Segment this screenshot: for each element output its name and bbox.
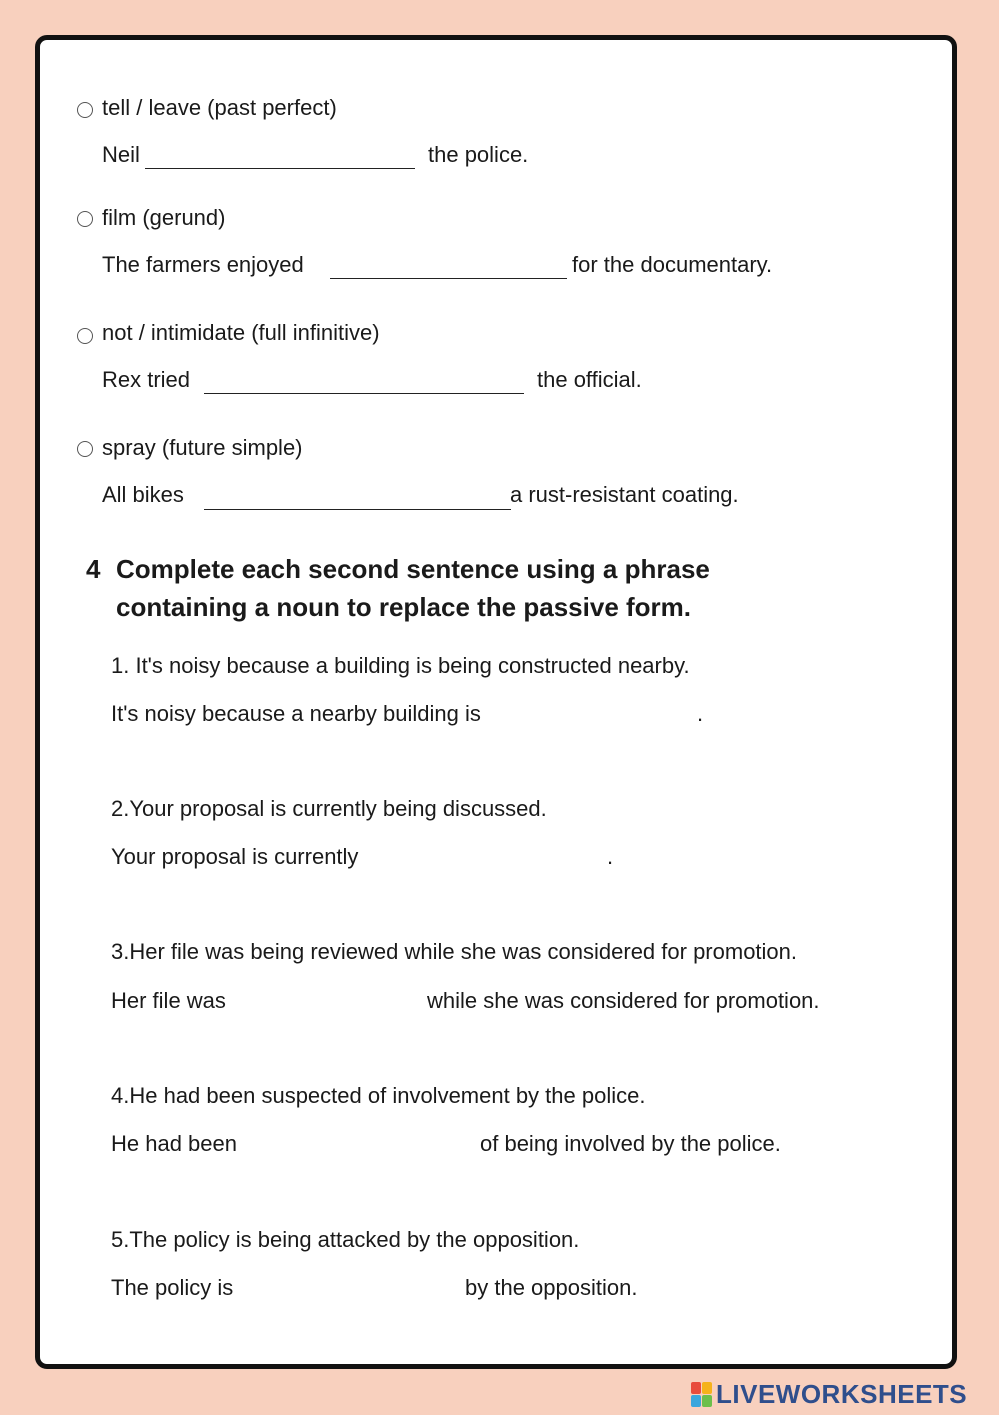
original-sentence-2: 2.Your proposal is currently being discussed.	[111, 796, 547, 821]
answer-blank-item-1[interactable]	[145, 168, 415, 169]
original-sentence-3: 3.Her file was being reviewed while she was considered for promotion.	[111, 939, 798, 964]
answer-field-5[interactable]	[248, 1273, 458, 1301]
sentence-end-item-2: for the documentary.	[572, 252, 773, 277]
hint-item-1: tell / leave (past perfect)	[102, 95, 337, 120]
logo-square-green	[702, 1395, 712, 1407]
section-number: 4	[86, 554, 101, 584]
original-sentence-5: 5.The policy is being attacked by the opposition.	[111, 1227, 580, 1252]
rewrite-start-5: The policy is	[111, 1275, 234, 1300]
sentence-start-item-2: The farmers enjoyed	[102, 252, 304, 277]
liveworksheets-logo[interactable]	[691, 1380, 967, 1408]
answer-field-4[interactable]	[256, 1129, 474, 1157]
hint-item-2: film (gerund)	[102, 205, 226, 230]
rewrite-end-4: of being involved by the police.	[480, 1131, 781, 1156]
rewrite-start-2: Your proposal is currently	[111, 844, 359, 869]
rewrite-start-3: Her file was	[111, 988, 226, 1013]
rewrite-end-1: .	[697, 701, 704, 726]
original-sentence-4: 4.He had been suspected of involvement by the police.	[111, 1083, 646, 1108]
sentence-end-item-1: the police.	[428, 142, 529, 167]
rewrite-end-2: .	[607, 844, 614, 869]
radio-item-2[interactable]	[77, 211, 93, 227]
rewrite-end-3: while she was considered for promotion.	[427, 988, 820, 1013]
answer-blank-item-4[interactable]	[204, 509, 511, 510]
radio-item-4[interactable]	[77, 441, 93, 457]
answer-blank-item-2[interactable]	[330, 278, 567, 279]
section-title-line1: Complete each second sentence using a phrase	[116, 554, 710, 584]
answer-field-1[interactable]	[522, 699, 692, 727]
logo-square-red	[691, 1382, 701, 1394]
hint-item-4: spray (future simple)	[102, 435, 303, 460]
rewrite-start-4: He had been	[111, 1131, 237, 1156]
sentence-start-item-4: All bikes	[102, 482, 184, 507]
sentence-end-item-4: a rust-resistant coating.	[510, 482, 739, 507]
answer-field-2[interactable]	[392, 842, 602, 870]
answer-field-3[interactable]	[243, 986, 421, 1014]
rewrite-start-1: It's noisy because a nearby building is	[111, 701, 481, 726]
logo-square-yellow	[702, 1382, 712, 1394]
answer-blank-item-3[interactable]	[204, 393, 524, 394]
rewrite-end-5: by the opposition.	[465, 1275, 638, 1300]
sentence-end-item-3: the official.	[537, 367, 642, 392]
hint-item-3: not / intimidate (full infinitive)	[102, 320, 380, 345]
section-title-line2: containing a noun to replace the passive form.	[116, 592, 691, 622]
radio-item-3[interactable]	[77, 328, 93, 344]
original-sentence-1: 1. It's noisy because a building is being constructed nearby.	[111, 653, 690, 678]
radio-item-1[interactable]	[77, 102, 93, 118]
sentence-start-item-3: Rex tried	[102, 367, 191, 392]
sentence-start-item-1: Neil	[102, 142, 140, 167]
logo-mark-icon	[691, 1382, 712, 1407]
logo-text: LIVEWORKSHEETS	[716, 1379, 968, 1409]
logo-square-blue	[691, 1395, 701, 1407]
